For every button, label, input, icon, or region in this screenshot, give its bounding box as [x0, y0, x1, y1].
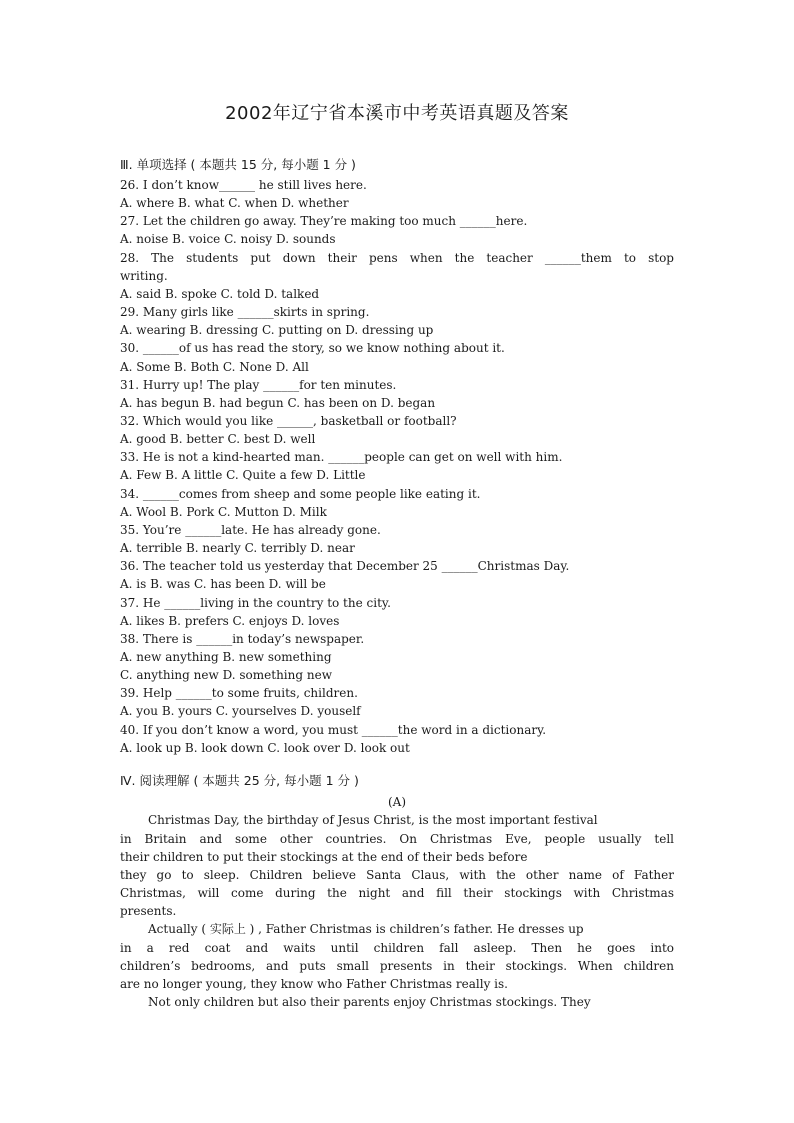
question-line: 32. Which would you like ______, basketball or football? — [120, 414, 457, 428]
page-title: 2002年辽宁省本溪市中考英语真题及答案 — [225, 103, 569, 124]
question-line: 29. Many girls like ______skirts in spring. — [120, 305, 370, 319]
section-3-heading: Ⅲ. 单项选择 ( 本题共 15 分, 每小题 1 分 ) — [120, 157, 356, 172]
passage-line: their children to put their stockings at the end of their beds before — [120, 850, 528, 864]
answer-options: C. anything new D. something new — [120, 668, 332, 682]
question-line: 37. He ______living in the country to the city. — [120, 596, 391, 610]
passage-line: children’s bedrooms, and puts small presents in their stockings. When children — [120, 959, 674, 973]
question-line: 28. The students put down their pens when the teacher ______them to stop — [120, 251, 674, 265]
question-line: 34. ______comes from sheep and some people like eating it. — [120, 487, 481, 501]
question-line: 36. The teacher told us yesterday that December 25 ______Christmas Day. — [120, 559, 570, 573]
answer-options: A. is B. was C. has been D. will be — [120, 577, 326, 591]
passage-line: in a red coat and waits until children fall asleep. Then he goes into — [120, 941, 674, 955]
answer-options: A. Few B. A little C. Quite a few D. Little — [120, 468, 366, 482]
answer-options: A. terrible B. nearly C. terribly D. near — [120, 541, 355, 555]
passage-line: Christmas, will come during the night and fill their stockings with Christmas — [120, 886, 674, 900]
answer-options: A. look up B. look down C. look over D. look out — [120, 741, 410, 755]
question-line: writing. — [120, 269, 168, 283]
question-line: 40. If you don’t know a word, you must ______the word in a dictionary. — [120, 723, 547, 737]
answer-options: A. Wool B. Pork C. Mutton D. Milk — [120, 505, 327, 519]
question-line: 38. There is ______in today’s newspaper. — [120, 632, 365, 646]
question-line: 39. Help ______to some fruits, children. — [120, 686, 358, 700]
answer-options: A. good B. better C. best D. well — [120, 432, 316, 446]
answer-options: A. wearing B. dressing C. putting on D. dressing up — [120, 323, 434, 337]
passage-line: they go to sleep. Children believe Santa Claus, with the other name of Father — [120, 868, 674, 882]
question-line: 26. I don’t know______ he still lives here. — [120, 178, 367, 192]
section-4-heading: Ⅳ. 阅读理解 ( 本题共 25 分, 每小题 1 分 ) — [120, 773, 359, 788]
passage-label: (A) — [387, 795, 407, 809]
question-line: 33. He is not a kind-hearted man. ______people can get on well with him. — [120, 450, 563, 464]
question-line: 35. You’re ______late. He has already gone. — [120, 523, 381, 537]
answer-options: A. said B. spoke C. told D. talked — [120, 287, 320, 301]
answer-options: A. new anything B. new something — [120, 650, 332, 664]
passage-line: presents. — [120, 904, 177, 918]
passage-line: Actually ( 实际上 ) , Father Christmas is children’s father. He dresses up — [148, 922, 584, 936]
answer-options: A. you B. yours C. yourselves D. youself — [120, 704, 361, 718]
answer-options: A. has begun B. had begun C. has been on D. began — [120, 396, 436, 410]
question-line: 30. ______of us has read the story, so we know nothing about it. — [120, 341, 505, 355]
answer-options: A. Some B. Both C. None D. All — [120, 360, 309, 374]
passage-line: in Britain and some other countries. On Christmas Eve, people usually tell — [120, 832, 674, 846]
answer-options: A. likes B. prefers C. enjoys D. loves — [120, 614, 340, 628]
answer-options: A. noise B. voice C. noisy D. sounds — [120, 232, 336, 246]
passage-line: are no longer young, they know who Father Christmas really is. — [120, 977, 508, 991]
passage-line: Christmas Day, the birthday of Jesus Christ, is the most important festival — [148, 813, 598, 827]
passage-line: Not only children but also their parents enjoy Christmas stockings. They — [148, 995, 591, 1009]
question-line: 31. Hurry up! The play ______for ten minutes. — [120, 378, 397, 392]
question-line: 27. Let the children go away. They’re making too much ______here. — [120, 214, 528, 228]
answer-options: A. where B. what C. when D. whether — [120, 196, 349, 210]
